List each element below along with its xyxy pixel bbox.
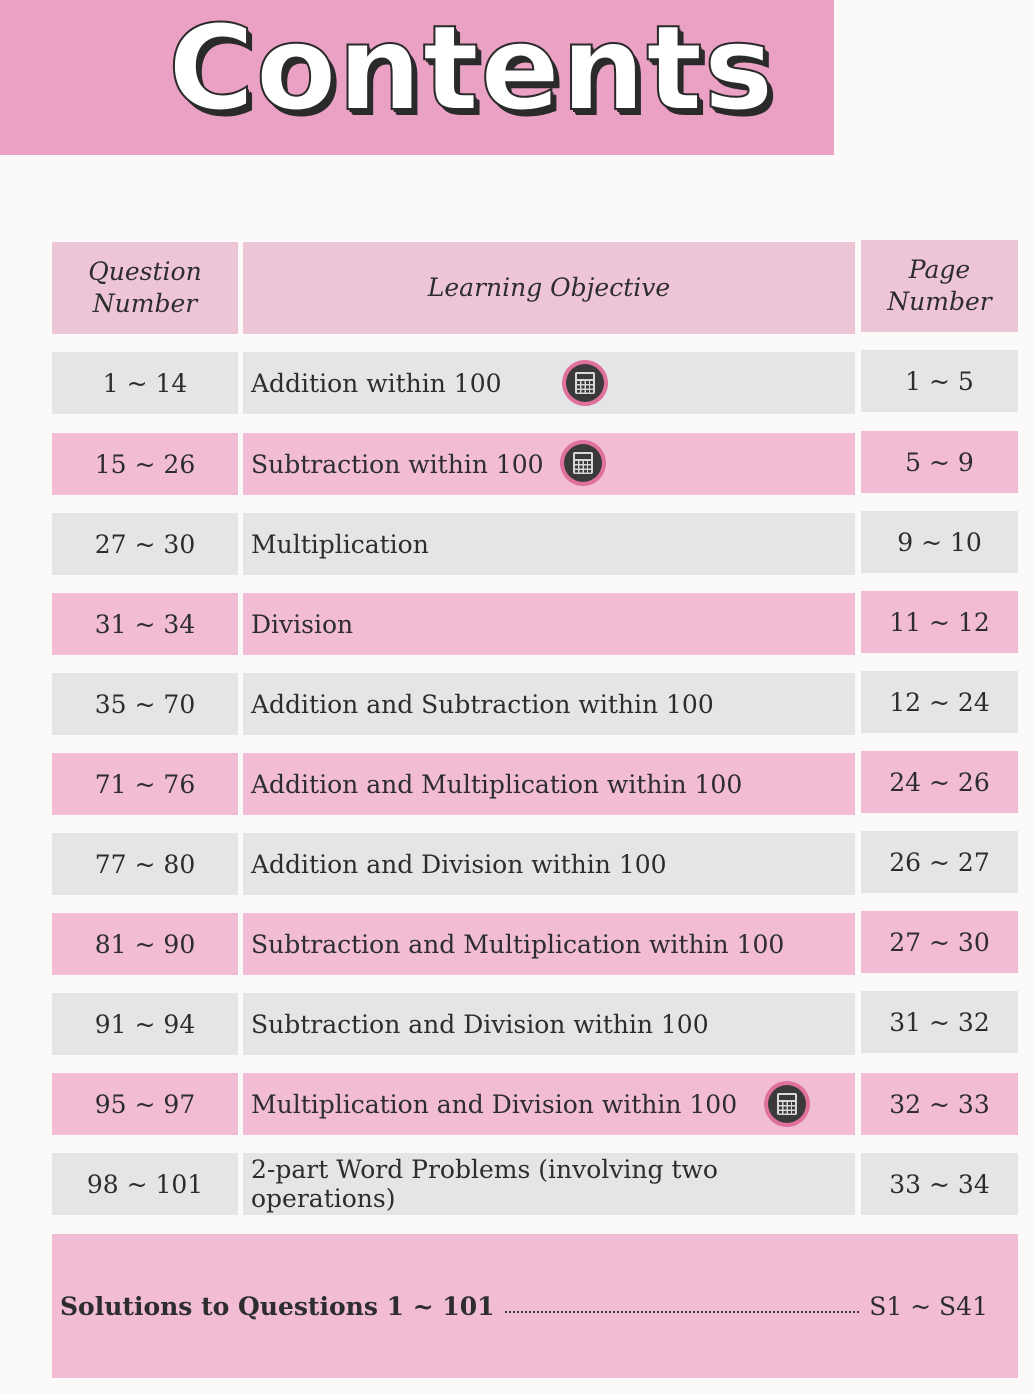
row-7-objective-text: Addition and Division within 100	[251, 849, 667, 879]
row-5-objective-text: Addition and Subtraction within 100	[251, 689, 714, 719]
row-10-pages: 32 ~ 33	[861, 1073, 1018, 1135]
title-banner	[0, 0, 834, 155]
row-3-pages: 9 ~ 10	[861, 511, 1018, 573]
header-question-line2: Number	[92, 289, 198, 318]
row-7-objective	[243, 833, 855, 895]
row-2-objective-text: Subtraction within 100	[251, 449, 544, 479]
row-10-questions: 95 ~ 97	[52, 1073, 238, 1135]
calculator-icon	[562, 360, 608, 406]
row-4-questions: 31 ~ 34	[52, 593, 238, 655]
row-5-questions: 35 ~ 70	[52, 673, 238, 735]
row-1-pages: 1 ~ 5	[861, 350, 1018, 412]
row-2-pages: 5 ~ 9	[861, 431, 1018, 493]
solutions-label: Solutions to Questions 1 ~ 101	[60, 1291, 495, 1321]
row-8-questions: 81 ~ 90	[52, 913, 238, 975]
row-3-objective	[243, 513, 855, 575]
row-7-questions: 77 ~ 80	[52, 833, 238, 895]
solutions-row	[52, 1234, 1018, 1378]
header-learning-objective	[243, 242, 855, 334]
calculator-glyph	[572, 370, 598, 396]
row-11-objective-text: 2-part Word Problems (involving two operations)	[251, 1155, 718, 1213]
row-6-pages: 24 ~ 26	[861, 751, 1018, 813]
row-11-objective	[243, 1153, 855, 1215]
calculator-glyph	[570, 450, 596, 476]
row-4-pages: 11 ~ 12	[861, 591, 1018, 653]
row-9-objective	[243, 993, 855, 1055]
row-6-objective-text: Addition and Multiplication within 100	[251, 769, 743, 799]
row-3-questions: 27 ~ 30	[52, 513, 238, 575]
row-6-objective	[243, 753, 855, 815]
row-11-questions: 98 ~ 101	[52, 1153, 238, 1215]
row-11-pages: 33 ~ 34	[861, 1153, 1018, 1215]
header-objective-label: Learning Objective	[427, 273, 671, 302]
header-question-line1: Question	[88, 257, 202, 286]
calculator-glyph	[774, 1091, 800, 1117]
row-2-questions: 15 ~ 26	[52, 433, 238, 495]
row-9-pages: 31 ~ 32	[861, 991, 1018, 1053]
row-4-objective	[243, 593, 855, 655]
calculator-icon	[560, 440, 606, 486]
row-5-objective	[243, 673, 855, 735]
header-question-number	[52, 242, 238, 334]
row-9-objective-text: Subtraction and Division within 100	[251, 1009, 709, 1039]
row-8-objective-text: Subtraction and Multiplication within 100	[251, 929, 785, 959]
dot-leader	[505, 1311, 860, 1313]
header-page-line2: Number	[887, 287, 992, 316]
row-3-objective-text: Multiplication	[251, 529, 429, 559]
row-7-pages: 26 ~ 27	[861, 831, 1018, 893]
row-8-objective	[243, 913, 855, 975]
row-5-pages: 12 ~ 24	[861, 671, 1018, 733]
solutions-pages: S1 ~ S41	[869, 1291, 988, 1321]
row-4-objective-text: Division	[251, 609, 354, 639]
row-1-questions: 1 ~ 14	[52, 352, 238, 414]
page-title: Contents	[168, 0, 775, 137]
calculator-icon	[764, 1081, 810, 1127]
header-page-line1: Page	[908, 255, 971, 284]
row-6-questions: 71 ~ 76	[52, 753, 238, 815]
header-page-number	[861, 240, 1018, 332]
row-2-objective	[243, 433, 855, 495]
row-8-pages: 27 ~ 30	[861, 911, 1018, 973]
row-1-objective-text: Addition within 100	[251, 368, 502, 398]
row-1-objective	[243, 352, 855, 414]
row-9-questions: 91 ~ 94	[52, 993, 238, 1055]
row-10-objective-text: Multiplication and Division within 100	[251, 1089, 738, 1119]
